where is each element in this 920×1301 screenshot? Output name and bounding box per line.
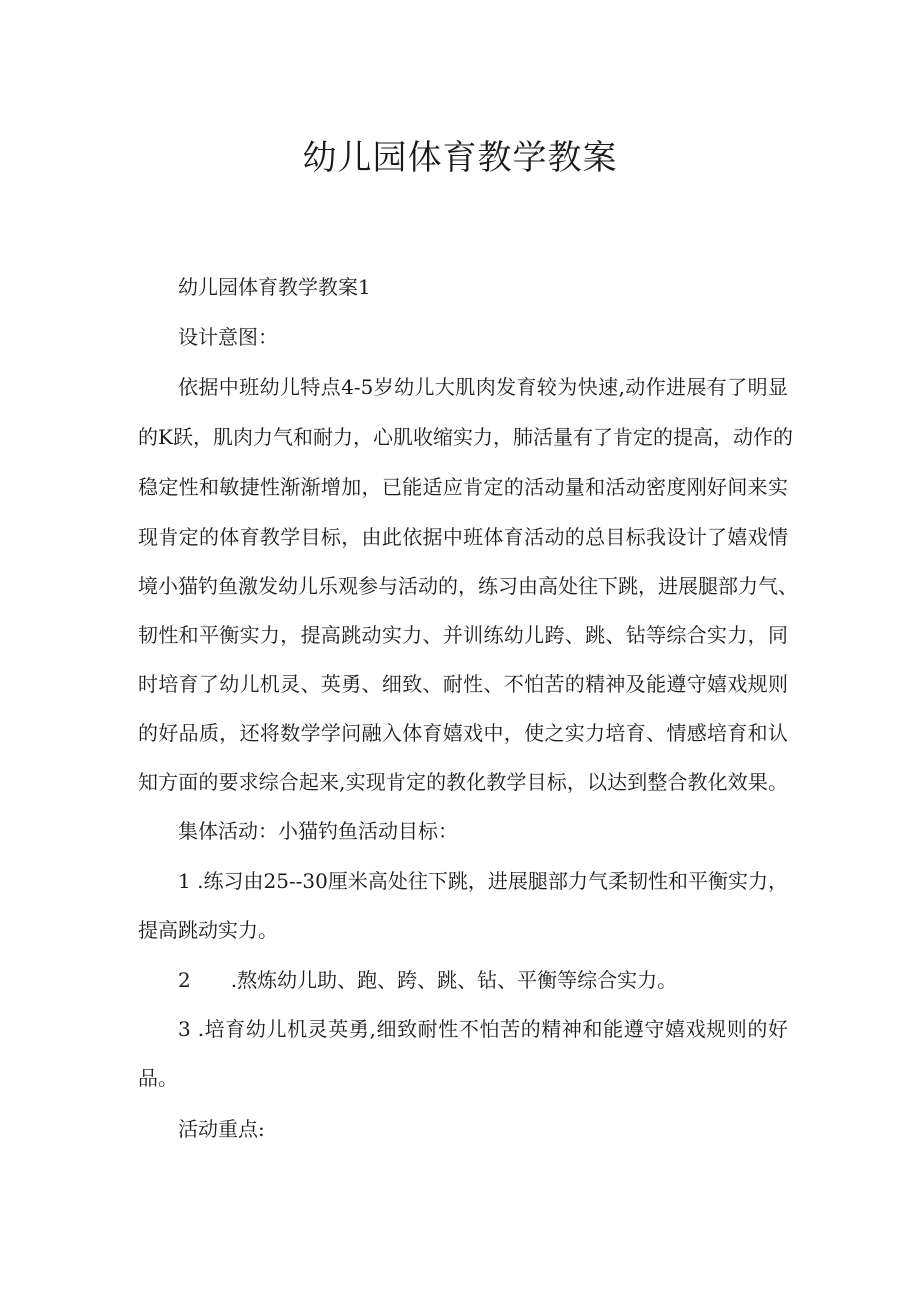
design-intent-label: 设计意图： bbox=[178, 325, 278, 349]
paragraph-line: 现肯定的体育教学目标，由此依据中班体育活动的总目标我设计了嬉戏情 bbox=[138, 525, 788, 549]
goal-2-text: .熬炼幼儿助、跑、跨、跳、钻、平衡等综合实力。 bbox=[230, 968, 678, 992]
paragraph-line: 韧性和平衡实力，提高跳动实力、并训练幼儿跨、跳、钻等综合实力，同 bbox=[138, 623, 788, 647]
paragraph-line: 的K跃，肌肉力气和耐力，心肌收缩实力，肺活量有了肯定的提高，动作的 bbox=[138, 425, 793, 449]
paragraph-line: 的好品质，还将数学学问融入体育嬉戏中，使之实力培育、情感培育和认 bbox=[138, 721, 788, 745]
paragraph-line: 知方面的要求综合起来,实现肯定的教化教学目标，以达到整合教化效果。 bbox=[138, 770, 788, 794]
document-title: 幼儿园体育教学教案 bbox=[302, 138, 618, 178]
section-heading: 幼儿园体育教学教案1 bbox=[178, 275, 371, 299]
paragraph-line: 境小猫钓鱼激发幼儿乐观参与活动的，练习由高处往下跳，进展腿部力气、 bbox=[138, 574, 798, 598]
goal-3-line: 3 .培育幼儿机灵英勇,细致耐性不怕苦的精神和能遵守嬉戏规则的好 bbox=[178, 1017, 788, 1041]
paragraph-line: 时培育了幼儿机灵、英勇、细致、耐性、不怕苦的精神及能遵守嬉戏规则 bbox=[138, 672, 788, 696]
activity-label: 集体活动：小猫钓鱼活动目标： bbox=[178, 819, 458, 843]
goal-3-line: 品。 bbox=[138, 1066, 178, 1090]
goal-2-number: 2 bbox=[178, 968, 191, 992]
goal-2-line bbox=[178, 965, 788, 995]
goal-1-line: 1 .练习由25--30厘米高处往下跳，进展腿部力气柔韧性和平衡实力， bbox=[178, 869, 788, 893]
paragraph-line: 依据中班幼儿特点4-5岁幼儿大肌肉发育较为快速,动作进展有了明显 bbox=[178, 375, 788, 399]
paragraph-line: 稳定性和敏捷性渐渐增加，已能适应肯定的活动量和活动密度刚好间来实 bbox=[138, 475, 788, 499]
key-points-label: 活动重点: bbox=[178, 1117, 265, 1141]
goal-1-line: 提高跳动实力。 bbox=[138, 918, 278, 942]
